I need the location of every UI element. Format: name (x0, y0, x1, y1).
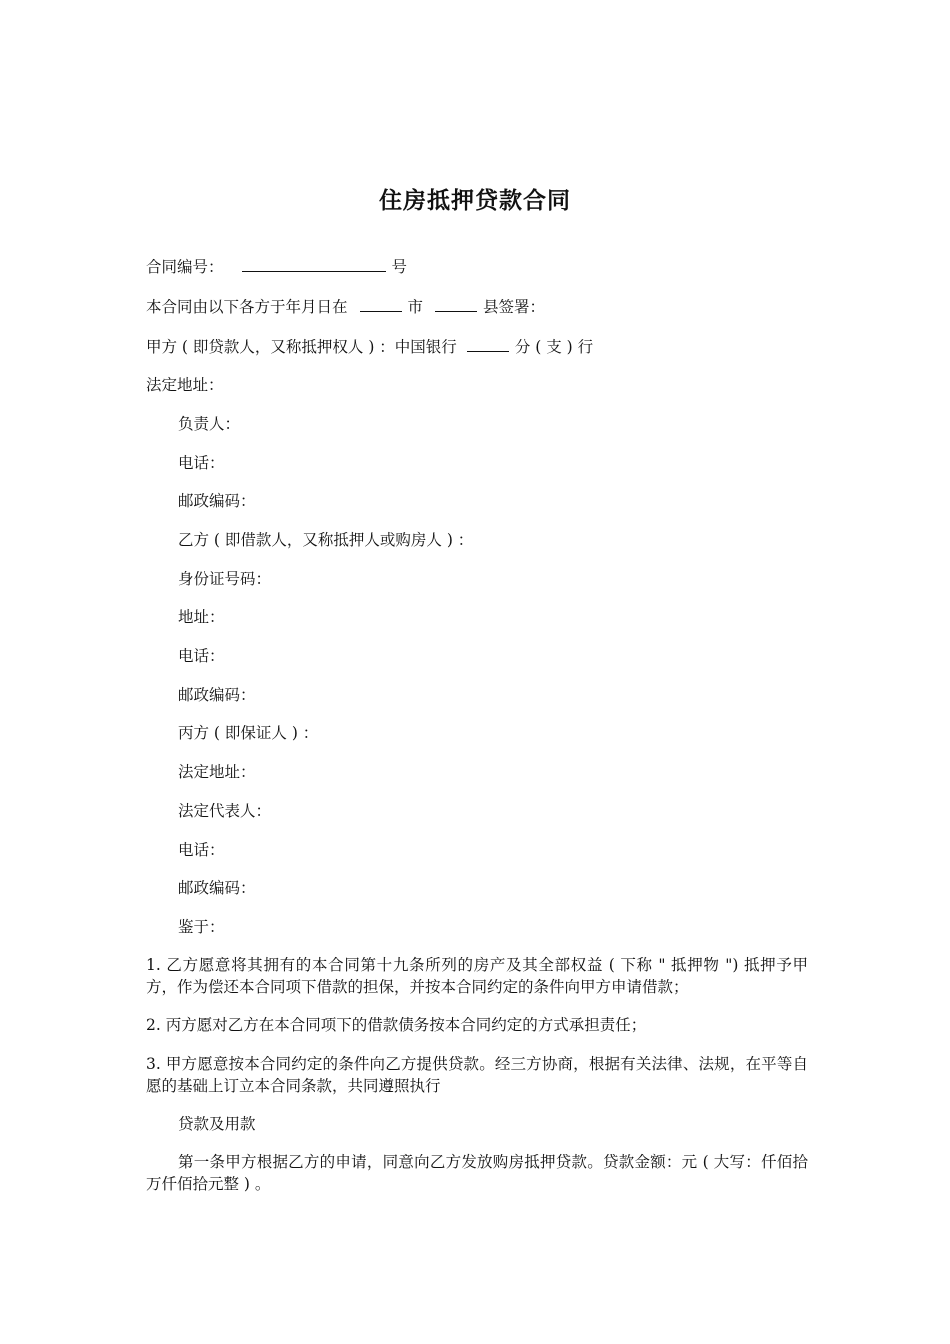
county-blank (435, 295, 477, 312)
legal-address-a: 法定地址： (146, 376, 224, 394)
party-a-suffix: 分 ( 支 ) 行 (514, 338, 594, 356)
person-in-charge: 负责人： (178, 415, 241, 433)
city-blank (360, 295, 402, 312)
postcode-c: 邮政编码： (178, 879, 256, 897)
postcode-a: 邮政编码： (178, 492, 256, 510)
whereas-heading: 鉴于： (178, 918, 225, 936)
branch-blank (467, 335, 509, 352)
id-number: 身份证号码： (178, 570, 272, 588)
legal-address-c: 法定地址： (178, 763, 256, 781)
party-a-line (146, 335, 593, 358)
article-1: 第一条甲方根据乙方的申请，同意向乙方发放购房抵押贷款。贷款金额：元 ( 大写：仟佰拾万仟佰拾元整 ) 。 (146, 1153, 808, 1193)
legal-representative: 法定代表人： (178, 802, 272, 820)
section-heading-loan: 贷款及用款 (178, 1115, 256, 1133)
contract-number-blank (242, 255, 386, 272)
contract-number-label: 合同编号： (146, 258, 224, 276)
phone-a: 电话： (178, 454, 225, 472)
signing-city: 市 (407, 298, 424, 316)
postcode-b: 邮政编码： (178, 686, 256, 704)
whereas-clause-2: 2. 丙方愿对乙方在本合同项下的借款债务按本合同约定的方式承担责任； (146, 1016, 647, 1034)
document-title: 住房抵押贷款合同 (379, 188, 571, 214)
party-c: 丙方 ( 即保证人 ) ： (178, 724, 319, 742)
signing-prefix: 本合同由以下各方于年月日在 (146, 298, 348, 316)
contract-number-line (146, 255, 407, 278)
contract-number-suffix: 号 (391, 258, 408, 276)
party-a-prefix: 甲方 ( 即贷款人，又称抵押权人 ) ：中国银行 (146, 338, 457, 356)
signing-line (146, 295, 545, 318)
party-b: 乙方 ( 即借款人，又称抵押人或购房人 ) ： (178, 531, 474, 549)
whereas-clause-3: 3. 甲方愿意按本合同约定的条件向乙方提供贷款。经三方协商，根据有关法律、法规，在平等自愿的基础上订立本合同条款，共同遵照执行 (146, 1055, 808, 1095)
address-b: 地址： (178, 608, 225, 626)
signing-county: 县签署： (483, 298, 546, 316)
phone-c: 电话： (178, 841, 225, 859)
phone-b: 电话： (178, 647, 225, 665)
whereas-clause-1: 1. 乙方愿意将其拥有的本合同第十九条所列的房产及其全部权益 ( 下称 " 抵押物 ") 抵押予甲方，作为偿还本合同项下借款的担保，并按本合同约定的条件向甲方申请借款； (146, 956, 808, 996)
